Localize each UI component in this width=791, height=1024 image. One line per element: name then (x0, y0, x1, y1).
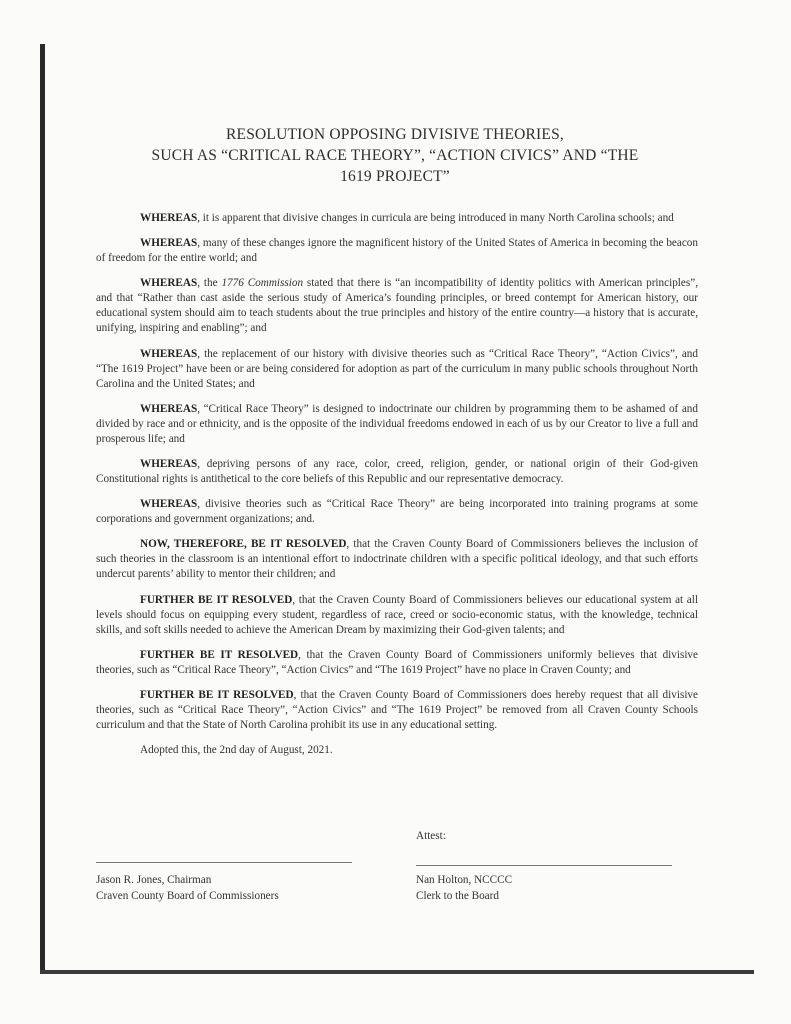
paragraph-text: , it is apparent that divisive changes in curricula are being introduced in many North Carolina schools; and (197, 212, 674, 224)
clerk-title: Clerk to the Board (416, 889, 499, 902)
resolved-paragraph-4 (96, 688, 698, 733)
chairman-signature-line (96, 862, 352, 863)
resolved-paragraph-1 (96, 537, 698, 582)
paragraph-lead: WHEREAS (140, 402, 198, 415)
paragraph-lead: WHEREAS (140, 347, 198, 360)
paragraph-text: , that the Craven County Board of Commissioners believes the inclusion of such theories in the classroom is an intentional effort to indoctrinate children with a specific political ideology, and that such efforts undercut parents’ ability to mentor their children; and (96, 538, 698, 581)
chairman-name: Jason R. Jones, Chairman (96, 874, 212, 886)
whereas-paragraph-6 (96, 457, 698, 487)
resolved-paragraph-3 (96, 648, 698, 678)
whereas-paragraph-7 (96, 497, 698, 527)
attest-label: Attest: (416, 830, 446, 842)
paragraph-lead: NOW, THEREFORE, BE IT RESOLVED (140, 538, 347, 551)
paragraph-pre: , the (197, 277, 222, 290)
resolved-paragraph-2 (96, 593, 698, 638)
title-line-2: SUCH AS “CRITICAL RACE THEORY”, “ACTION CIVICS” AND “THE (151, 147, 639, 164)
paragraph-text: , many of these changes ignore the magnificent history of the United States of America in becoming the beacon of freedom for the entire world; and (96, 237, 698, 265)
clerk-signature-line (416, 865, 672, 866)
paragraph-lead: WHEREAS (140, 212, 198, 224)
paragraph-text: , that the Craven County Board of Commissioners believes our educational system at all levels should focus on equipping every student, regardless of race, creed or socio-economic status, with the knowledge, technical skills, and soft skills needed to achieve the American Dream by maximizing their God-given talents; and (96, 593, 698, 636)
paragraph-lead: WHEREAS (140, 457, 198, 470)
whereas-paragraph-5 (96, 402, 698, 447)
paragraph-text: , that the Craven County Board of Commissioners uniformly believes that divisive theories, such as “Critical Race Theory”, “Action Civics” and “The 1619 Project” have no place in Craven County; and (96, 648, 698, 676)
paragraph-lead: FURTHER BE IT RESOLVED (140, 593, 293, 606)
paragraph-text: , “Critical Race Theory” is designed to indoctrinate our children by programming them to be ashamed of and divided by race and or ethnicity, and is the opposite of the individual freedoms endowed in each of us by our Creator to live a full and prosperous life; and (96, 402, 698, 445)
resolution-body (96, 211, 698, 758)
chairman-title: Craven County Board of Commissioners (96, 889, 279, 902)
paragraph-lead: FURTHER BE IT RESOLVED (140, 688, 294, 701)
paragraph-italic: 1776 Commission (221, 277, 304, 290)
resolution-title (100, 124, 690, 187)
scan-left-edge (40, 44, 45, 974)
paragraph-text: , depriving persons of any race, color, creed, religion, gender, or national origin of their God-given Constitutional rights is antithetical to the core beliefs of this Republic and our representative democracy. (96, 457, 698, 485)
paragraph-lead: WHEREAS (140, 237, 198, 250)
whereas-paragraph-2 (96, 236, 698, 266)
title-line-1: RESOLUTION OPPOSING DIVISIVE THEORIES, (226, 126, 564, 143)
whereas-paragraph-4 (96, 347, 698, 392)
paragraph-text: , the replacement of our history with divisive theories such as “Critical Race Theory”, “Action Civics”, and “The 1619 Project” have been or are being considered for adoption as part of the curriculum in many public schools throughout North Carolina and the United States; and (96, 347, 698, 390)
paragraph-lead: WHEREAS (140, 498, 198, 511)
whereas-paragraph-3 (96, 276, 698, 336)
paragraph-text: , divisive theories such as “Critical Race Theory” are being incorporated into training programs at some corporations and government organizations; and. (96, 498, 698, 526)
adopted-date-line: Adopted this, the 2nd day of August, 2021. (140, 744, 333, 757)
chairman-signature-block (96, 873, 279, 904)
paragraph-text: stated that there is “an incompatibility of identity politics with American principles”, and that “Rather than cast aside the serious study of America’s founding principles, or breed contempt for American history, our educational system should aim to teach students about the true principles and history of the entire country—a history that is accurate, unifying, inspiring and enabling”; and (96, 277, 698, 335)
whereas-paragraph-1 (96, 211, 698, 226)
paragraph-text: , that the Craven County Board of Commissioners does hereby request that all divisive theories, such as “Critical Race Theory”, “Action Civics” and “The 1619 Project” be removed from all Craven County Schools curriculum and that the State of North Carolina prohibit its use in any educational setting. (96, 688, 698, 731)
scan-bottom-edge (40, 970, 754, 974)
paragraph-lead: WHEREAS (140, 277, 198, 290)
paragraph-lead: FURTHER BE IT RESOLVED (140, 648, 299, 661)
clerk-signature-block (416, 873, 512, 904)
clerk-name: Nan Holton, NCCCC (416, 874, 513, 886)
title-line-3: 1619 PROJECT” (340, 168, 450, 185)
